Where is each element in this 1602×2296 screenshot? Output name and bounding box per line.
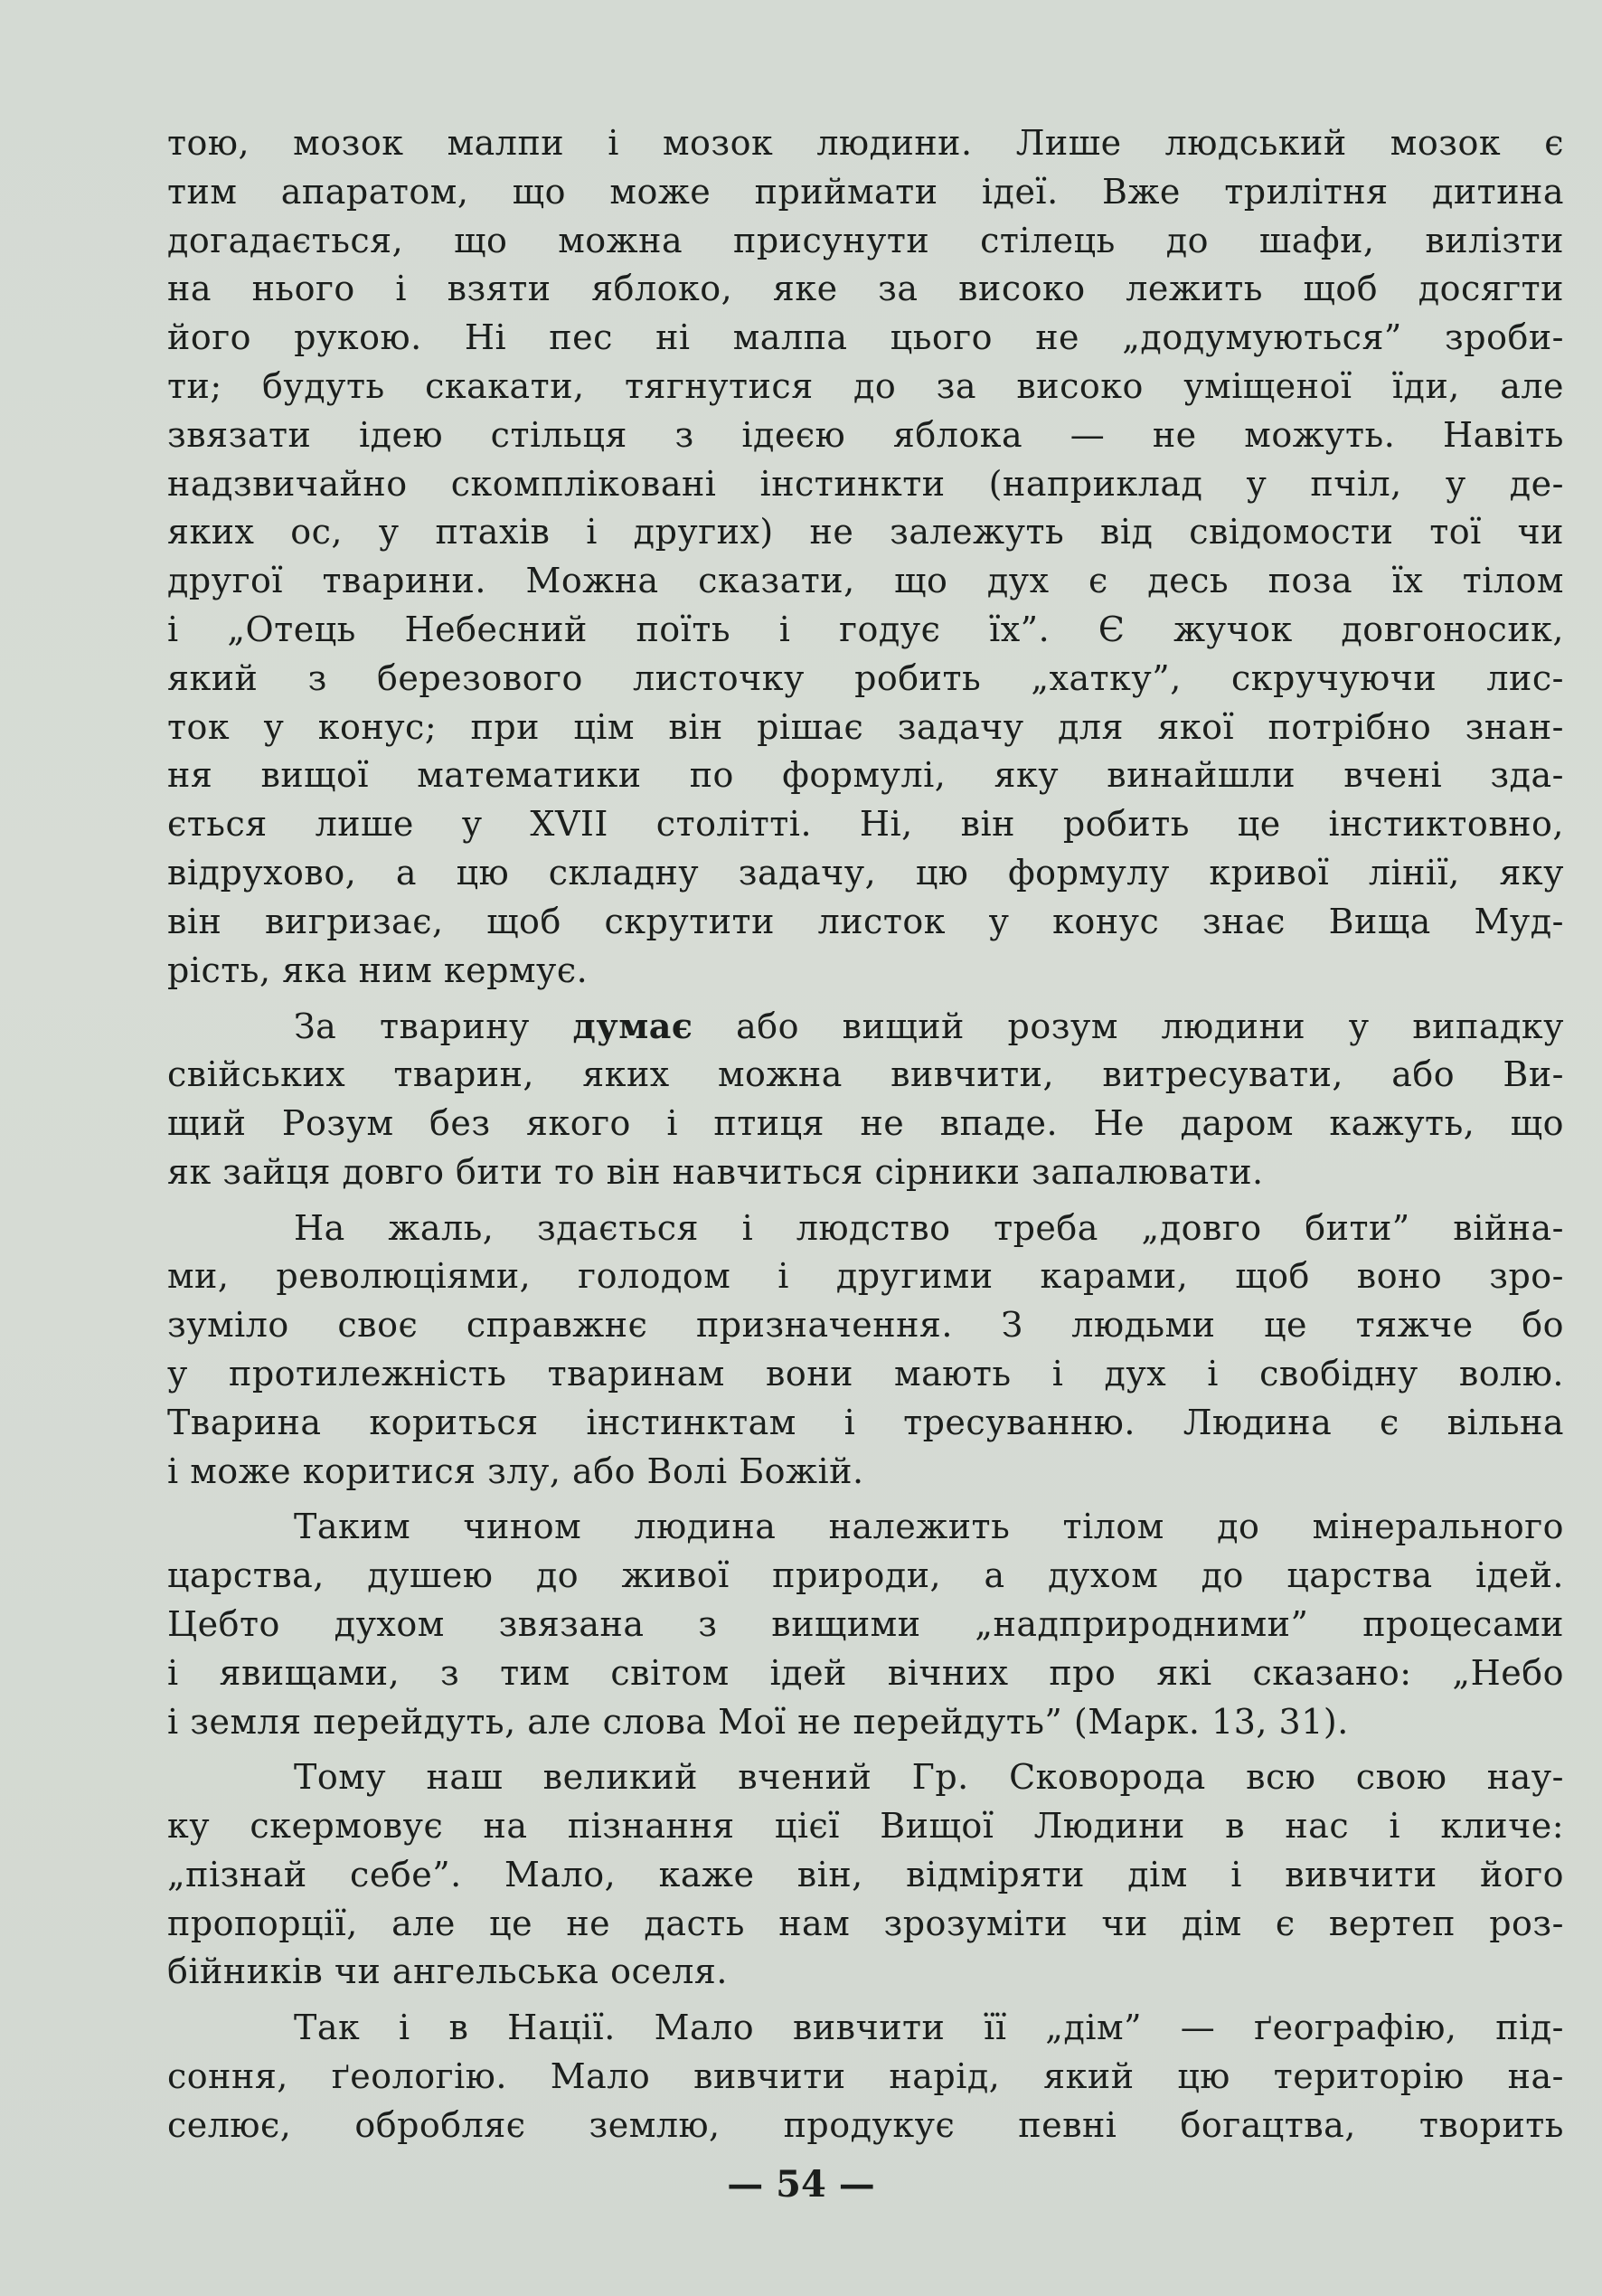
paragraph bbox=[167, 1503, 1564, 1746]
text-line: другої тварини. Можна сказати, що дух є десь поза їх тілом bbox=[167, 561, 1564, 601]
text-line bbox=[167, 1002, 1564, 1051]
paragraph bbox=[167, 1753, 1564, 1997]
text-line: царства, душею до живої природи, а духом до царства ідей. bbox=[167, 1555, 1564, 1596]
paragraph-gap bbox=[167, 1197, 1564, 1205]
text-line: „пізнай себе”. Мало, каже він, відміряти дім і вивчити його bbox=[167, 1854, 1564, 1894]
text-line: і земля перейдуть, але слова Мої не перейдуть” (Марк. 13, 31). bbox=[167, 1701, 1349, 1742]
text-line: у протилежність тваринам вони мають і дух і свобідну волю. bbox=[167, 1353, 1564, 1394]
text-line: рість, яка ним кермує. bbox=[167, 950, 589, 990]
text-line: і може коритися злу, або Волі Божій. bbox=[167, 1450, 864, 1491]
text-line: соння, ґеологію. Мало вивчити нарід, який цю територію на- bbox=[167, 2056, 1564, 2097]
paragraph bbox=[167, 1205, 1564, 1497]
text-segment: або вищий розум людини у випадку bbox=[693, 1006, 1564, 1047]
paragraph-gap bbox=[167, 995, 1564, 1002]
text-line: Цебто духом звязана з вищими „надприродними” процесами bbox=[167, 1603, 1564, 1644]
text-line: він вигризає, щоб скрутити листок у конус знає Вища Муд- bbox=[167, 901, 1564, 941]
text-line: тим апаратом, що може приймати ідеї. Вже трилітня дитина bbox=[167, 171, 1564, 212]
text-line: і явищами, з тим світом ідей вічних про які сказано: „Небо bbox=[167, 1652, 1564, 1693]
text-line: пропорції, але це не дасть нам зрозуміти чи дім є вертеп роз- bbox=[167, 1903, 1564, 1943]
paragraph-gap bbox=[167, 1496, 1564, 1503]
text-line: свійських тварин, яких можна вивчити, витресувати, або Ви- bbox=[167, 1054, 1564, 1095]
text-line: який з березового листочку робить „хатку”, скручуючи лис- bbox=[167, 657, 1564, 698]
paragraph-gap bbox=[167, 1746, 1564, 1753]
text-line: селює, обробляє землю, продукує певні богацтва, творить bbox=[167, 2104, 1564, 2145]
text-line: звязати ідею стільця з ідеєю яблока — не можуть. Навіть bbox=[167, 414, 1564, 455]
text-line: його рукою. Ні пес ні малпа цього не „додумуються” зроби- bbox=[167, 317, 1564, 358]
text-line: відрухово, а цю складну задачу, цю формулу кривої лінії, яку bbox=[167, 852, 1564, 893]
text-line: догадається, що можна присунути стілець до шафи, вилізти bbox=[167, 220, 1564, 260]
text-line: бійників чи ангельська оселя. bbox=[167, 1951, 728, 1992]
text-line: ток у конус; при цім він рішає задачу для якої потрібно знан- bbox=[167, 706, 1564, 747]
emphasized-word: думає bbox=[572, 1006, 693, 1047]
text-line: Таким чином людина належить тілом до мінерального bbox=[294, 1507, 1564, 1547]
text-line: надзвичайно скомпліковані інстинкти (наприклад у пчіл, у де- bbox=[167, 463, 1564, 504]
text-line: зуміло своє справжнє призначення. З людьми це тяжче бо bbox=[167, 1305, 1564, 1346]
text-line: і „Отець Небесний поїть і годує їх”. Є жучок довгоносик, bbox=[167, 609, 1564, 649]
paragraph bbox=[167, 119, 1564, 995]
text-line: на нього і взяти яблоко, яке за високо лежить щоб досягти bbox=[167, 269, 1564, 309]
page-number: — 54 — bbox=[727, 2163, 875, 2206]
text-line: тою, мозок малпи і мозок людини. Лише людський мозок є bbox=[167, 123, 1564, 163]
text-line: ти; будуть скакати, тягнутися до за високо уміщеної їди, але bbox=[167, 365, 1564, 406]
text-line: яких ос, у птахів і других) не залежуть від свідомости тої чи bbox=[167, 512, 1564, 553]
text-segment: За тварину bbox=[294, 1006, 573, 1047]
paragraph bbox=[167, 2004, 1564, 2150]
text-line: Тварина кориться інстинктам і тресуванню. Людина є вільна bbox=[167, 1402, 1564, 1442]
text-line: ку скермовує на пізнання цієї Вищої Людини в нас і кличе: bbox=[167, 1806, 1564, 1847]
text-line: Так і в Нації. Мало вивчити її „дім” — ґеографію, під- bbox=[294, 2008, 1564, 2048]
text-line: Тому наш великий вчений Гр. Сковорода всю свою нау- bbox=[294, 1757, 1564, 1798]
text-line: ється лише у XVII столітті. Ні, він робить це інстиктовно, bbox=[167, 804, 1564, 845]
text-line: як зайця довго бити то він навчиться сірники запалювати. bbox=[167, 1151, 1264, 1192]
paragraph bbox=[167, 1002, 1564, 1196]
text-line: ня вищої математики по формулі, яку винайшли вчені зда- bbox=[167, 755, 1564, 796]
text-line: щий Розум без якого і птиця не впаде. Не даром кажуть, що bbox=[167, 1102, 1564, 1143]
text-line: ми, революціями, голодом і другими карами, щоб воно зро- bbox=[167, 1256, 1564, 1297]
text-line: На жаль, здається і людство треба „довго бити” війна- bbox=[294, 1207, 1564, 1248]
paragraph-gap bbox=[167, 1997, 1564, 2004]
page-body-text bbox=[167, 119, 1564, 2150]
